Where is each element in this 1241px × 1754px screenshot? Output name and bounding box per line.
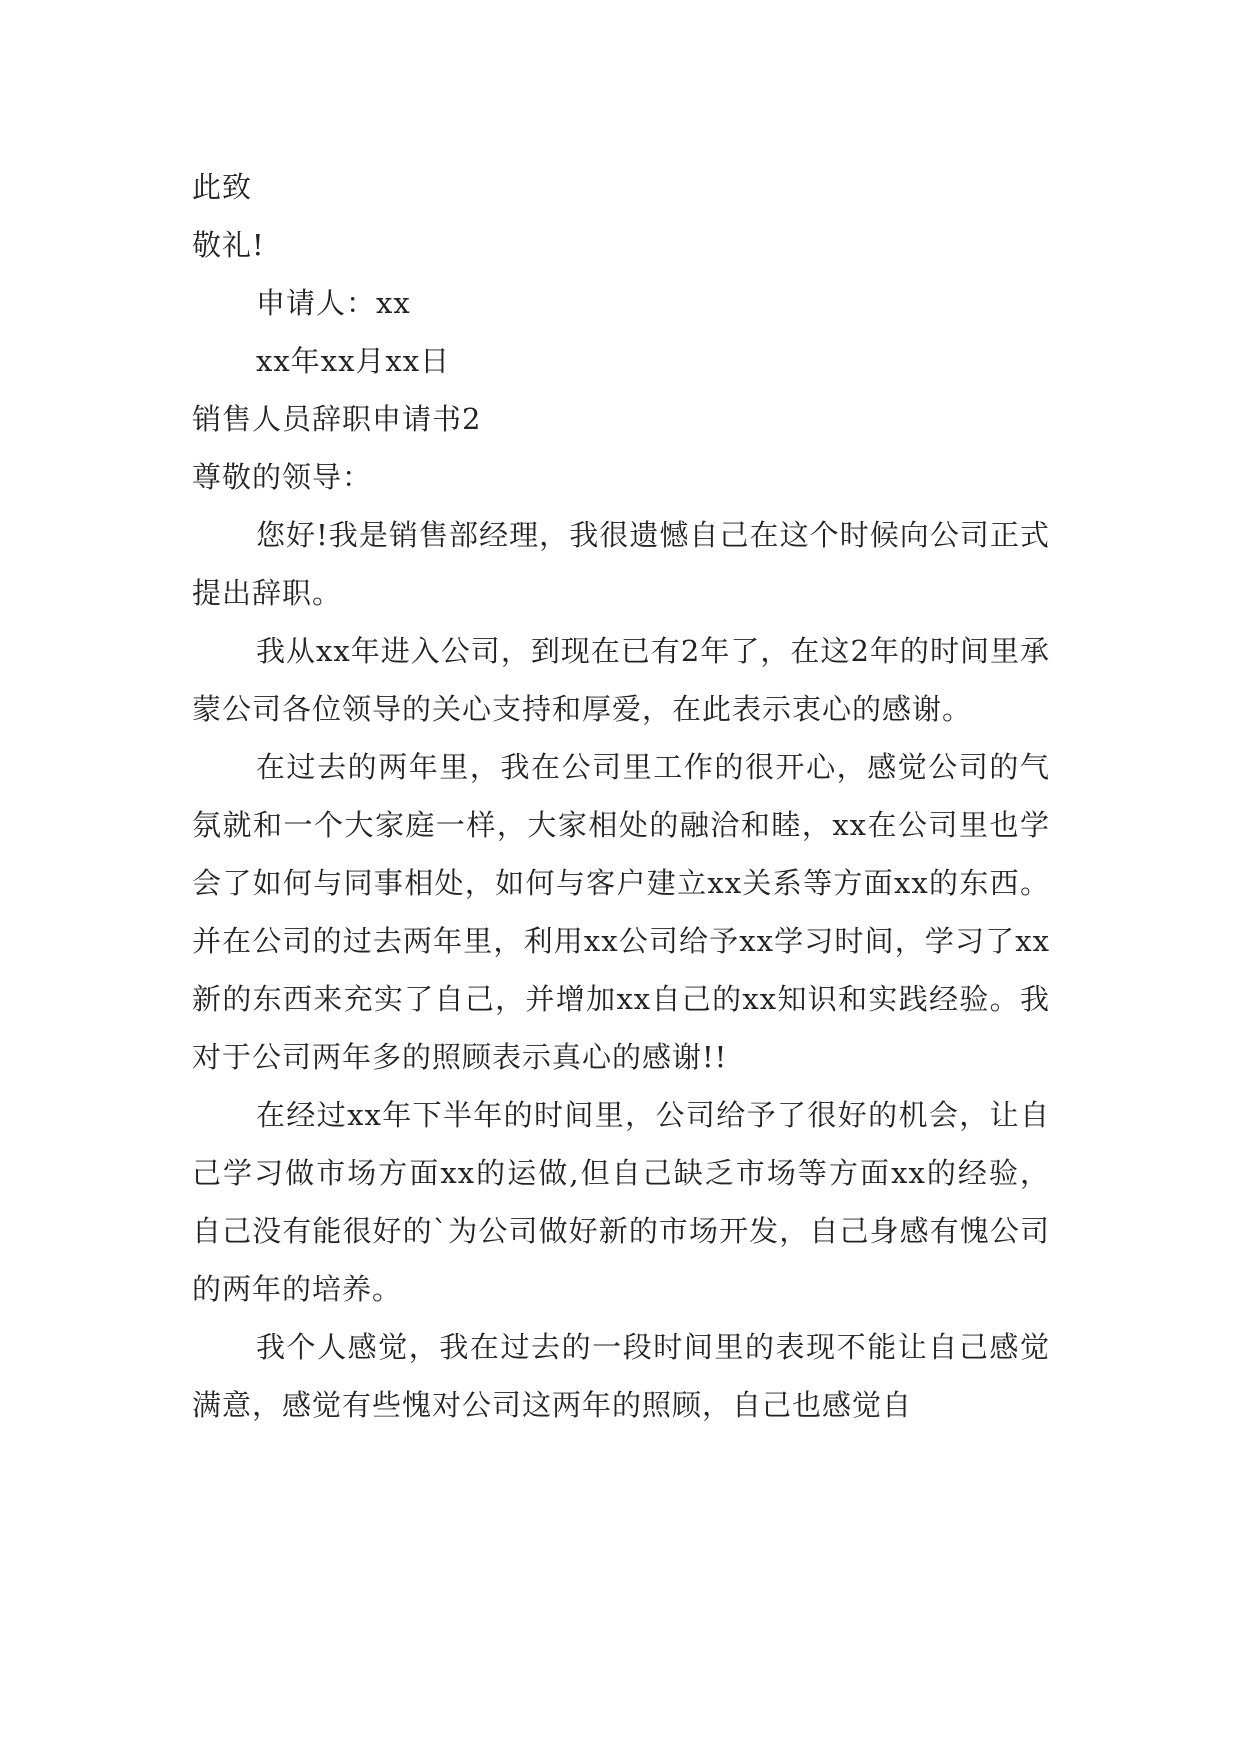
applicant-signature: 申请人：xx [256, 286, 411, 320]
paragraph-1: 您好!我是销售部经理，我很遗憾自己在这个时候向公司正式提出辞职。 [192, 518, 1050, 610]
closing-line-2: 敬礼! [192, 228, 265, 262]
paragraph-3: 在过去的两年里，我在公司里工作的很开心，感觉公司的气氛就和一个大家庭一样，大家相处的融洽和睦，xx在公司里也学会了如何与同事相处，如何与客户建立xx关系等方面xx的东西。并在公司的过去两年里，利用xx公司给予xx学习时间，学习了xx新的东西来充实了自己，并增加xx自己的xx知识和实践经验。我对于公司两年多的照顾表示真心的感谢!! [192, 750, 1050, 1074]
salutation: 尊敬的领导： [192, 460, 373, 494]
closing-line-1: 此致 [192, 170, 253, 204]
signature-date: xx年xx月xx日 [256, 344, 451, 378]
paragraph-2: 我从xx年进入公司，到现在已有2年了，在这2年的时间里承蒙公司各位领导的关心支持和厚爱，在此表示衷心的感谢。 [192, 634, 1050, 726]
letter-body [192, 158, 1050, 1434]
paragraph-5: 我个人感觉，我在过去的一段时间里的表现不能让自己感觉满意，感觉有些愧对公司这两年的照顾，自己也感觉自 [192, 1330, 1050, 1422]
paragraph-4: 在经过xx年下半年的时间里，公司给予了很好的机会，让自己学习做市场方面xx的运做,但自己缺乏市场等方面xx的经验，自己没有能很好的`为公司做好新的市场开发，自己身感有愧公司的两年的培养。 [192, 1098, 1050, 1306]
letter-title: 销售人员辞职申请书2 [192, 402, 482, 436]
